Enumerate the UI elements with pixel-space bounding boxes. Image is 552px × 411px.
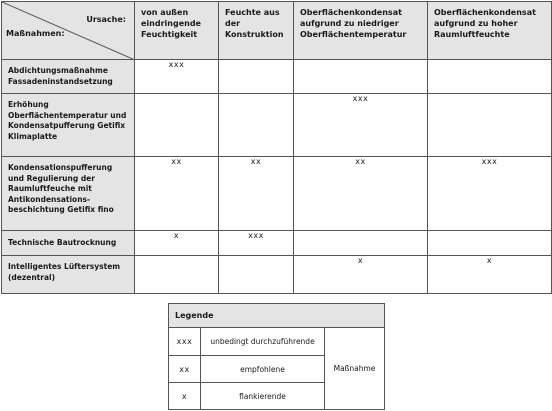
rating-cell: xx bbox=[294, 157, 428, 231]
rating-cell bbox=[294, 60, 428, 94]
row-header bbox=[2, 256, 135, 294]
row-label: Intelligentes Lüftersystem (dezentral) bbox=[8, 262, 121, 282]
legend-text: unbedingt durchzuführende bbox=[201, 328, 325, 356]
rating-cell bbox=[428, 94, 552, 157]
row-header bbox=[2, 157, 135, 231]
rating-cell: xxx bbox=[219, 231, 294, 256]
table-row bbox=[2, 94, 552, 157]
rating-cell bbox=[135, 256, 219, 294]
legend-title: Legende bbox=[169, 304, 385, 328]
column-header-text: Feuchte aus der Konstruktion bbox=[225, 8, 284, 39]
column-header bbox=[428, 2, 552, 60]
row-label: Technische Bautrocknung bbox=[8, 238, 117, 247]
rating-cell bbox=[219, 256, 294, 294]
table-row bbox=[2, 157, 552, 231]
rating-cell: xxx bbox=[135, 60, 219, 94]
table-row bbox=[2, 60, 552, 94]
rating-cell bbox=[428, 60, 552, 94]
rating-cell: x bbox=[428, 256, 552, 294]
legend-header-row bbox=[169, 304, 385, 328]
rating-cell bbox=[294, 231, 428, 256]
rating-cell bbox=[428, 231, 552, 256]
table-row bbox=[2, 256, 552, 294]
rating-cell bbox=[219, 60, 294, 94]
legend-row bbox=[169, 328, 385, 356]
column-header-text: Oberflächenkondensat aufgrund zu hoher Raumluftfeuchte bbox=[434, 8, 536, 39]
legend-suffix: Maßnahme bbox=[325, 328, 385, 410]
legend-table bbox=[168, 303, 385, 410]
row-label: Abdichtungsmaßnahme Fassadeninstandsetzung bbox=[8, 66, 113, 86]
column-header-text: von außen eindringende Feuchtigkeit bbox=[141, 8, 201, 39]
table-row bbox=[2, 231, 552, 256]
rating-cell: xxx bbox=[428, 157, 552, 231]
row-header bbox=[2, 94, 135, 157]
measures-label: Maßnahmen: bbox=[6, 29, 65, 38]
measures-matrix-table bbox=[1, 1, 552, 294]
rating-cell: x bbox=[294, 256, 428, 294]
row-label: Kondensationspufferung und Regulierung der Raumluftfeuche mit Antikondensations-beschichtung Getifix fino bbox=[8, 163, 114, 214]
row-header bbox=[2, 60, 135, 94]
legend-text: flankierende bbox=[201, 383, 325, 410]
header-row bbox=[2, 2, 552, 60]
column-header bbox=[135, 2, 219, 60]
column-header bbox=[219, 2, 294, 60]
rating-cell: x bbox=[135, 231, 219, 256]
column-header bbox=[294, 2, 428, 60]
cause-label: Ursache: bbox=[86, 15, 126, 24]
legend-symbol: xx bbox=[169, 356, 201, 383]
rating-cell: xx bbox=[219, 157, 294, 231]
rating-cell bbox=[219, 94, 294, 157]
rating-cell bbox=[135, 94, 219, 157]
corner-cell bbox=[2, 2, 135, 60]
column-header-text: Oberflächenkondensat aufgrund zu niedriger Oberflächentemperatur bbox=[300, 8, 407, 39]
rating-cell: xx bbox=[135, 157, 219, 231]
row-label: Erhöhung Oberflächentemperatur und Kondensatpufferung Getifix Klimaplatte bbox=[8, 100, 127, 141]
row-header bbox=[2, 231, 135, 256]
legend-text: empfohlene bbox=[201, 356, 325, 383]
legend-symbol: xxx bbox=[169, 328, 201, 356]
rating-cell: xxx bbox=[294, 94, 428, 157]
legend-symbol: x bbox=[169, 383, 201, 410]
